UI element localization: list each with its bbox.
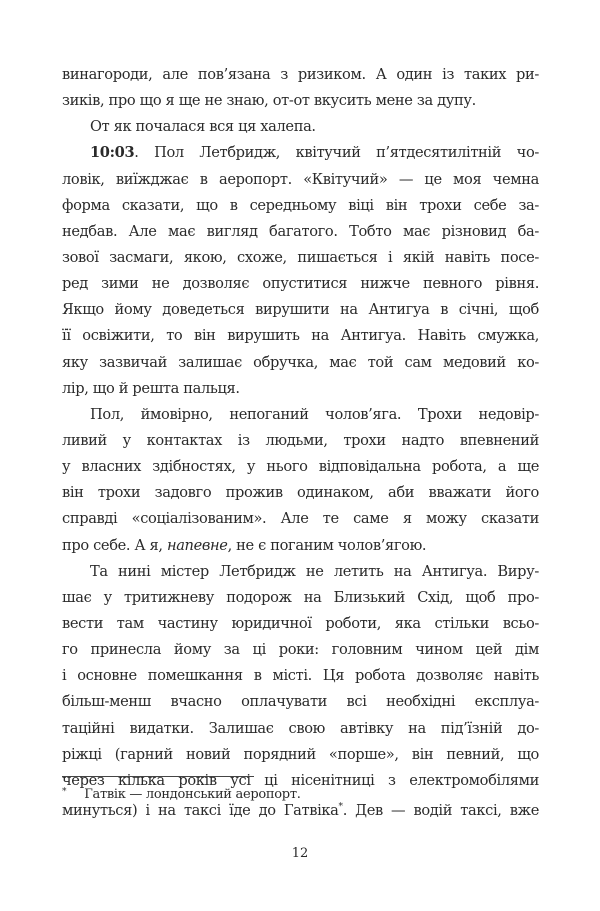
text-line: яку зазвичай залишає обручка, має той сам медовий ко- <box>62 353 539 371</box>
text-line: зиків, про що я ще не знаю, от-от вкусить мене за дупу. <box>62 92 476 110</box>
text-line: шає у тритижневу подорож на Близький Схід, щоб про- <box>62 588 539 606</box>
text-line: ріжці (гарний новий порядний «порше», він певний, що <box>62 745 539 763</box>
text-line: Якщо йому доведеться вирушити на Антигуа в січні, щоб <box>62 301 539 319</box>
text-span: минуться) і на таксі їде до Гатвіка <box>62 801 339 819</box>
text-line: винагороди, але пов’язана з ризиком. А один із таких ри- <box>62 66 539 83</box>
footnote-text: Гатвік — лондонський аеропорт. <box>84 787 301 802</box>
text-line: Пол, ймовірно, непоганий чолов’яга. Трохи недовір- <box>90 405 539 423</box>
text-line: справді «соціалізованим». Але те саме я можу сказати <box>62 510 539 528</box>
text-line: таційні видатки. Залишає свою автівку на під’їзній до- <box>62 719 539 737</box>
text-span: про себе. А я, <box>62 536 167 554</box>
text-line: От як почалася вся ця халепа. <box>90 118 316 136</box>
text-line: зової засмаги, якою, схоже, пишається і якій навіть посе- <box>62 248 539 266</box>
text-line: її освіжити, то він вирушить на Антигуа. Навіть смужка, <box>62 327 539 345</box>
footnote <box>62 787 301 802</box>
text-line: недбав. Але має вигляд багатого. Тобто має різновид ба- <box>62 222 539 240</box>
text-line <box>62 140 539 166</box>
emphasis: напевне <box>166 536 228 554</box>
text-line: го принесла йому за ці роки: головним чином цей дім <box>62 641 539 659</box>
text-line: і основне помешкання в місті. Ця робота дозволяє навіть <box>62 667 539 685</box>
footnote-divider <box>62 776 254 777</box>
text-line: через кілька років усі ці нісенітниці з електромобілями <box>62 771 539 789</box>
text-span: . Дев — водій таксі, вже <box>342 801 540 819</box>
text-line: ловік, виїжджає в аеропорт. «Квітучий» — це моя чемна <box>62 170 539 188</box>
text-span: . Пол Летбридж, квітучий п’ятдесятилітній чо- <box>134 144 539 162</box>
text-line: ливий у контактах із людьми, трохи надто впевнений <box>62 431 539 449</box>
body-text <box>62 62 539 820</box>
text-line: лір, що й решта пальця. <box>62 379 240 397</box>
text-line: він трохи задовго прожив одинаком, аби вважати його <box>62 484 539 502</box>
text-line: Та нині містер Летбридж не летить на Антигуа. Виру- <box>90 562 539 580</box>
text-line: у власних здібностях, у нього відповідальна робота, а ще <box>62 458 539 476</box>
text-line: вести там частину юридичної роботи, яка стільки всьо- <box>62 614 539 632</box>
text-line: форма сказати, що в середньому віці він трохи себе за- <box>62 196 539 214</box>
text-line <box>62 533 539 559</box>
text-line: ред зими не дозволяє опуститися нижче певного рівня. <box>62 275 539 293</box>
page-number: 12 <box>291 846 309 861</box>
footnote-ref[interactable]: * <box>338 801 343 812</box>
text-line: більш-менш вчасно оплачувати всі необхідні експлуа- <box>62 693 539 711</box>
text-span: , не є поганим чолов’ягою. <box>227 536 427 554</box>
footnote-mark: * <box>62 787 67 797</box>
timestamp: 10:03 <box>90 144 135 162</box>
